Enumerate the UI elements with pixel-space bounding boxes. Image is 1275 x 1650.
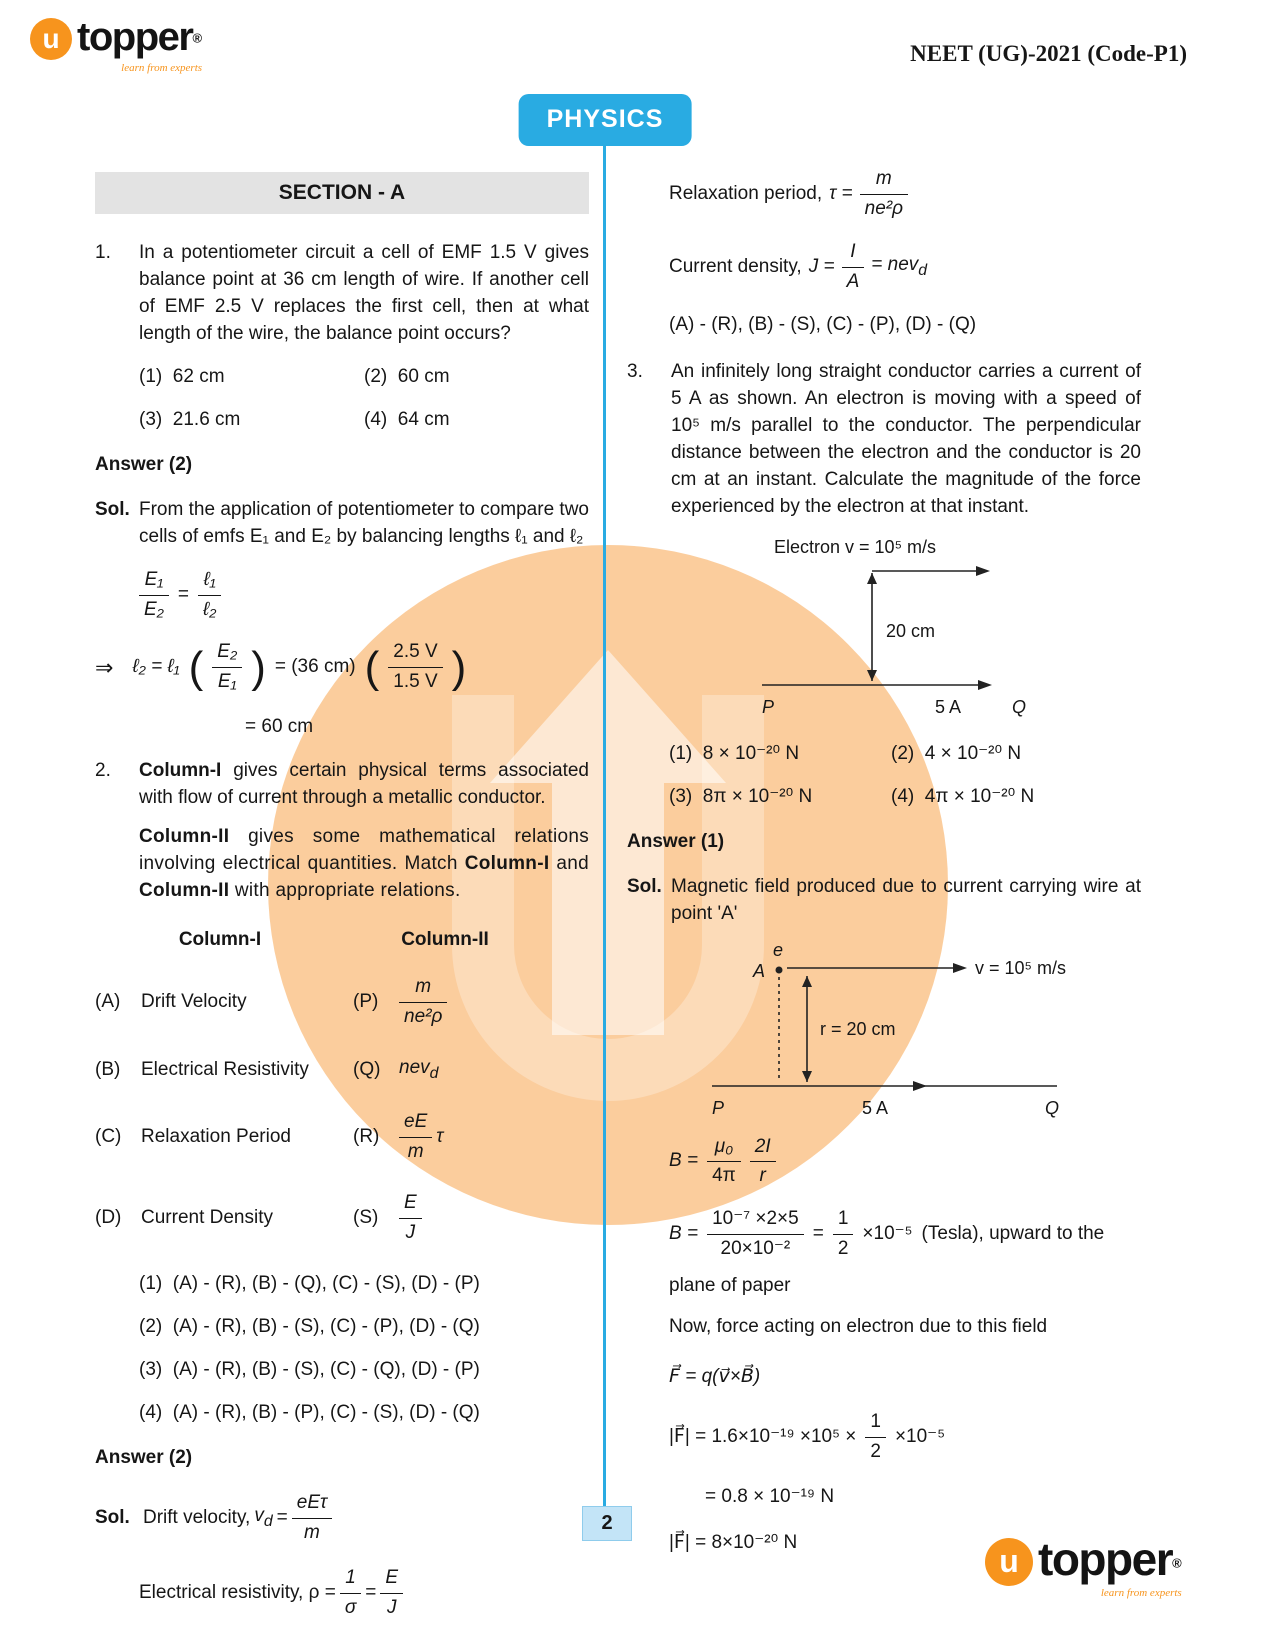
- q1-equation-1: [139, 567, 589, 624]
- question-3: [627, 359, 1141, 521]
- electron-velocity-label: Electron v = 10⁵ m/s: [774, 536, 937, 557]
- distance-label: 20 cm: [886, 620, 936, 641]
- nevd-term: nev$_d$: [399, 1057, 439, 1082]
- option-3: (3) 8π × 10⁻²⁰ N: [669, 785, 813, 807]
- question-3-solution-text: Magnetic field produced due to current carrying wire at point 'A': [671, 875, 1141, 924]
- electron-label: e: [773, 939, 784, 960]
- page-number: 2: [582, 1506, 632, 1541]
- arrowhead-icon: [976, 566, 990, 576]
- option-2: (2) 60 cm: [364, 365, 450, 387]
- fraction: 2I r: [750, 1134, 776, 1191]
- sol-label: Sol.: [627, 875, 662, 897]
- match-row-d: (D) Current Density (S) E J: [95, 1190, 589, 1247]
- registered-mark: ®: [1172, 1555, 1182, 1571]
- fraction: E J: [399, 1190, 422, 1247]
- logo-name: topper: [1038, 1533, 1173, 1585]
- option-1: (1) (A) - (R), (B) - (Q), (C) - (S), (D) - (P): [139, 1273, 480, 1295]
- question-1-text: In a potentiometer circuit a cell of EMF 1.5 V gives balance point at 36 cm length of wire. If another cell of EMF 2.5 V replaces the first cell, then at what length of the wire, the balance point occurs?: [139, 241, 589, 344]
- question-3-solution: [627, 874, 1141, 928]
- magnetic-field-equation-2: B = $\frac{\text{10⁻⁷ ×2×5}}{\text{20×10⁻²}}$ = $\frac{1}{2}$ ×10⁻⁵ (Tesla), upward to the: [669, 1206, 1141, 1263]
- paren: (: [188, 643, 204, 693]
- option-4: (4) 64 cm: [364, 408, 450, 430]
- force-equation-3: = 0.8 × 10⁻¹⁹ N: [705, 1485, 835, 1507]
- r-label: r = 20 cm: [820, 1018, 896, 1039]
- equals-sign: =: [177, 583, 190, 605]
- question-1-solution-text: From the application of potentiometer to compare two cells of emfs E₁ and E₂ by balancing lengths ℓ₁ and ℓ₂: [139, 498, 589, 547]
- fraction: $\frac{\text{10⁻⁷ ×2×5}}{\text{20×10⁻²}}$: [707, 1206, 804, 1263]
- arrowhead-icon: [802, 1071, 812, 1082]
- utopper-logo-text: [1038, 1533, 1182, 1602]
- fraction: $\frac{\text{μ₀}}{4\pi}$: [707, 1134, 741, 1191]
- utopper-logo-u-icon: u: [985, 1538, 1033, 1586]
- fraction: $\frac{1}{2}$: [865, 1409, 886, 1466]
- match-table-header: [95, 927, 589, 954]
- arrowhead-icon: [953, 963, 967, 973]
- option-2: (2) (A) - (R), (B) - (S), (C) - (P), (D) - (Q): [139, 1316, 480, 1338]
- solution-3-diagram: [657, 940, 1107, 1118]
- q1-equation-result: = 60 cm: [245, 715, 314, 737]
- utopper-logo-footer: [985, 1533, 1182, 1602]
- option-1: (1) 62 cm: [139, 365, 225, 387]
- option-3: (3) 21.6 cm: [139, 408, 241, 430]
- force-intro-text: Now, force acting on electron due to this field: [669, 1316, 1048, 1338]
- question-3-number: 3.: [627, 360, 643, 382]
- question-1: [95, 240, 589, 348]
- velocity-label: v = 10⁵ m/s: [975, 957, 1066, 978]
- column-2-header: Column-II: [401, 929, 489, 951]
- point-p-label: P: [712, 1097, 725, 1118]
- fraction: eE m: [399, 1109, 432, 1166]
- question-1-solution: [95, 497, 589, 551]
- fraction: m ne²ρ: [399, 974, 447, 1031]
- arrowhead-icon: [802, 976, 812, 987]
- relaxation-period-line: Relaxation period, τ = $\frac{m}{\text{ne²ρ}}$: [669, 166, 1141, 223]
- sol-label: Sol.: [95, 498, 130, 520]
- question-2-options: [95, 1271, 589, 1427]
- exam-code-title: NEET (UG)-2021 (Code-P1): [910, 41, 1187, 66]
- left-column: [95, 172, 589, 1640]
- paren: ): [451, 643, 467, 693]
- question-2: [95, 758, 589, 812]
- match-result-line: (A) - (R), (B) - (S), (C) - (P), (D) - (Q): [669, 313, 977, 335]
- eq-lhs: ℓ₂ = ℓ₁: [132, 656, 180, 678]
- current-label: 5 A: [935, 696, 962, 717]
- question-1-options: [95, 364, 589, 434]
- question-3-text: An infinitely long straight conductor carries a current of 5 A as shown. An electron is moving with a speed of 10⁵ m/s parallel to the conductor. The perpendicular distance between the electron and the conductor is 20 cm at an instant. Calculate the magnitude of the force experienced by the electron at that instant.: [671, 360, 1141, 517]
- question-2-answer: Answer (2): [95, 1447, 193, 1469]
- option-4: (4) 4π × 10⁻²⁰ N: [891, 785, 1035, 807]
- logo-tagline: learn from experts: [1100, 1586, 1182, 1599]
- option-4: (4) (A) - (R), (B) - (P), (C) - (S), (D) - (Q): [139, 1402, 480, 1424]
- option-3: (3) (A) - (R), (B) - (S), (C) - (Q), (D) - (P): [139, 1359, 480, 1381]
- implies-icon: ⇒: [95, 655, 114, 681]
- logo-tagline: learn from experts: [121, 61, 203, 74]
- fraction: ℓ₁ ℓ₂: [198, 567, 221, 624]
- fraction: E₂ E₁: [212, 639, 242, 696]
- vd-term: $v_d$: [254, 1505, 273, 1531]
- match-row-c: (C) Relaxation Period (R) eE m τ: [95, 1109, 589, 1166]
- eq-mid: = (36 cm): [274, 656, 356, 678]
- arrowhead-icon: [978, 680, 992, 690]
- electron-dot: [776, 966, 783, 973]
- match-row-a: (A) Drift Velocity (P) m ne²ρ: [95, 974, 589, 1031]
- paren: (: [364, 643, 380, 693]
- subject-badge: PHYSICS: [519, 94, 692, 146]
- column-1-header: Column-I: [178, 929, 262, 951]
- fraction: $\frac{E}{J}$: [380, 1565, 403, 1622]
- arrowhead-icon: [867, 573, 877, 584]
- fraction: $\frac{I}{A}$: [842, 239, 865, 296]
- section-a-header: SECTION - A: [95, 172, 589, 214]
- utopper-logo-text: [77, 15, 203, 77]
- question-3-answer: Answer (1): [627, 830, 725, 852]
- fraction: $\frac{1}{\sigma}$: [340, 1565, 361, 1622]
- fraction: $\frac{m}{\text{ne²ρ}}$: [860, 166, 908, 223]
- question-3-diagram: [682, 533, 1102, 725]
- question-1-answer: Answer (2): [95, 453, 193, 475]
- arrowhead-icon: [913, 1081, 927, 1091]
- option-1: (1) 8 × 10⁻²⁰ N: [669, 742, 800, 764]
- question-2-paragraph-2: Column-II gives some mathematical relations involving electrical quantities. Match Column-I and Column-II with appropriate relations.: [139, 826, 589, 902]
- question-2-paragraph-1: Column-I gives certain physical terms associated with flow of current through a metallic conductor.: [139, 760, 589, 809]
- question-1-number: 1.: [95, 241, 111, 263]
- fraction: 2.5 V 1.5 V: [388, 639, 442, 696]
- force-equation-2: |F⃗| = 1.6×10⁻¹⁹ ×10⁵ × $\frac{1}{2}$ ×10⁻⁵: [669, 1409, 1141, 1466]
- point-a-label: A: [753, 960, 766, 981]
- match-row-b: (B) Electrical Resistivity (Q) nev$_d$: [95, 1055, 589, 1085]
- utopper-logo: [30, 15, 203, 77]
- arrowhead-icon: [867, 670, 877, 681]
- plane-of-paper-note: plane of paper: [669, 1275, 791, 1297]
- point-q-label: Q: [1012, 696, 1027, 717]
- fraction: eEτ m: [292, 1490, 332, 1547]
- question-2-solution-line-1: Sol. Drift velocity, $v_d$ = eEτ m: [95, 1490, 589, 1547]
- magnetic-field-equation-1: B = $\frac{\text{μ₀}}{4\pi}$ 2I r: [669, 1134, 1141, 1191]
- question-3-options: [627, 741, 1141, 811]
- fraction: $\frac{1}{2}$: [833, 1206, 854, 1263]
- point-q-label: Q: [1045, 1097, 1060, 1118]
- logo-name: topper: [77, 15, 193, 59]
- force-equation-4: |F⃗| = 8×10⁻²⁰ N: [669, 1531, 798, 1553]
- point-p-label: P: [762, 696, 775, 717]
- column-divider: [603, 140, 606, 1506]
- option-2: (2) 4 × 10⁻²⁰ N: [891, 742, 1022, 764]
- fraction: $\frac{\text{E₁}}{\text{E₂}}$: [139, 567, 169, 624]
- utopper-logo-u-icon: u: [30, 18, 72, 60]
- current-label: 5 A: [862, 1097, 889, 1118]
- registered-mark: ®: [192, 30, 203, 46]
- current-density-line: Current density, J = $\frac{I}{A}$ = nev$_d$: [669, 239, 1141, 296]
- q1-equation-2: [95, 639, 589, 696]
- nevd-term: = nev$_d$: [871, 254, 928, 280]
- force-equation-1: F⃗ = q(v⃗×B⃗): [669, 1365, 761, 1387]
- question-2-number: 2.: [95, 760, 111, 782]
- question-2-solution-line-2: Electrical resistivity, ρ = $\frac{1}{\sigma}$ = $\frac{E}{J}$: [139, 1565, 589, 1622]
- paren: ): [251, 643, 266, 693]
- right-column: [627, 166, 1141, 1574]
